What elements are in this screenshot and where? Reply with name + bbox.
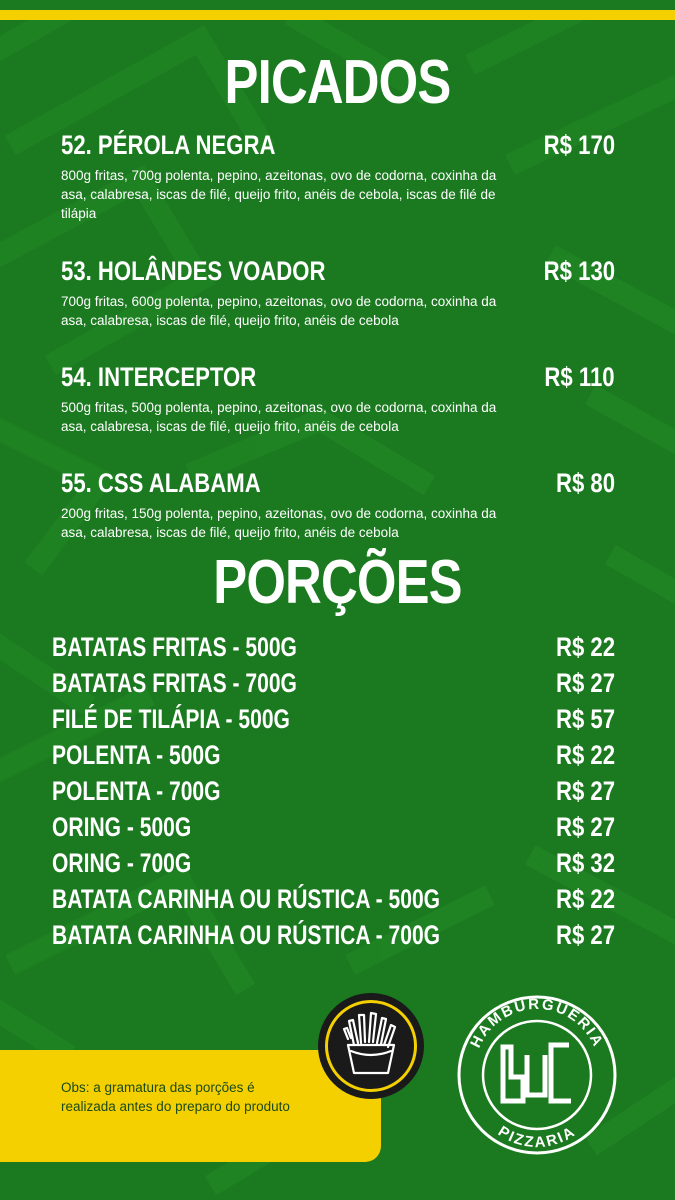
porcao-price: R$ 27 <box>555 920 615 950</box>
picado-item <box>61 362 615 436</box>
porcao-row <box>52 774 615 810</box>
porcao-name: ORING - 700G <box>52 848 192 878</box>
porcao-price: R$ 27 <box>555 812 615 842</box>
porcao-price: R$ 57 <box>555 704 615 734</box>
porcao-name: BATATA CARINHA OU RÚSTICA - 700G <box>52 920 441 950</box>
picado-item <box>61 256 615 330</box>
picado-item <box>61 130 615 223</box>
porcao-row <box>52 630 615 666</box>
picado-price: R$ 110 <box>544 362 615 392</box>
porcao-price: R$ 27 <box>555 776 615 806</box>
porcao-price: R$ 22 <box>555 884 615 914</box>
porcao-row <box>52 738 615 774</box>
picado-description: 800g fritas, 700g polenta, pepino, azeitonas, ovo de codorna, coxinha da asa, calabresa, iscas de filé, queijo frito, anéis de cebola, iscas de filé de tilápia <box>61 168 497 221</box>
porcao-name: FILÉ DE TILÁPIA - 500G <box>52 704 290 734</box>
picados-title: PICADOS <box>224 48 451 117</box>
porcao-price: R$ 32 <box>555 848 615 878</box>
porcao-row <box>52 702 615 738</box>
logo-bottom-text: PIZZARIA <box>494 1122 580 1152</box>
porcao-name: BATATAS FRITAS - 700G <box>52 668 297 698</box>
porcoes-title: PORÇÕES <box>213 548 462 617</box>
fries-icon <box>318 993 424 1099</box>
porcao-row <box>52 882 615 918</box>
porcoes-list <box>52 630 615 954</box>
porcao-price: R$ 27 <box>555 668 615 698</box>
porcao-row <box>52 666 615 702</box>
picado-name: 55. CSS ALABAMA <box>61 468 261 498</box>
note-text: Obs: a gramatura das porções é realizada antes do preparo do produto <box>61 1080 290 1114</box>
picado-description: 500g fritas, 500g polenta, pepino, azeitonas, ovo de codorna, coxinha da asa, calabresa, iscas de filé, queijo frito, anéis de cebola <box>61 400 497 434</box>
porcao-row <box>52 918 615 954</box>
svg-text:HAMBURGUERIA <box>467 996 607 1051</box>
porcao-name: ORING - 500G <box>52 812 192 842</box>
picado-name: 52. PÉROLA NEGRA <box>61 130 276 160</box>
picado-price: R$ 130 <box>543 256 615 286</box>
porcao-row <box>52 810 615 846</box>
porcao-name: BATATA CARINHA OU RÚSTICA - 500G <box>52 884 441 914</box>
porcao-name: POLENTA - 500G <box>52 740 221 770</box>
picado-price: R$ 80 <box>555 468 615 498</box>
porcao-price: R$ 22 <box>555 632 615 662</box>
picado-name: 54. INTERCEPTOR <box>61 362 257 392</box>
buc-logo <box>457 985 617 1165</box>
logo-top-text: HAMBURGUERIA <box>467 995 607 1051</box>
fries-badge <box>318 993 424 1099</box>
logo-mark <box>503 1045 571 1101</box>
picado-item <box>61 468 615 542</box>
picado-price: R$ 170 <box>543 130 615 160</box>
picado-description: 200g fritas, 150g polenta, pepino, azeitonas, ovo de codorna, coxinha da asa, calabresa, iscas de filé, queijo frito, anéis de cebola <box>61 506 497 540</box>
picado-description: 700g fritas, 600g polenta, pepino, azeitonas, ovo de codorna, coxinha da asa, calabresa, iscas de filé, queijo frito, anéis de cebola <box>61 294 497 328</box>
porcao-row <box>52 846 615 882</box>
porcao-price: R$ 22 <box>555 740 615 770</box>
porcao-name: BATATAS FRITAS - 500G <box>52 632 297 662</box>
porcao-name: POLENTA - 700G <box>52 776 221 806</box>
picado-name: 53. HOLÂNDES VOADOR <box>61 256 326 286</box>
